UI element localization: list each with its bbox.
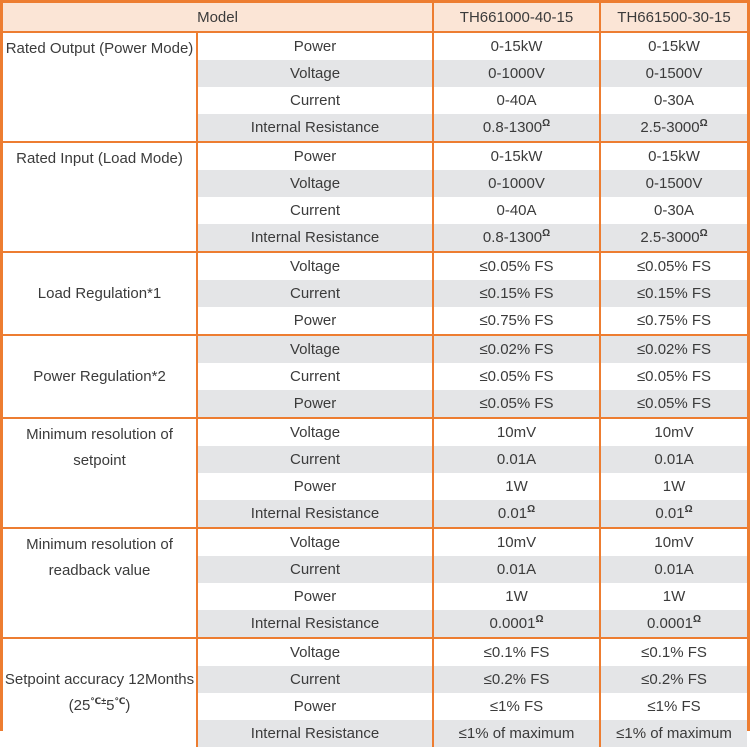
parameter-cell: Voltage	[197, 335, 433, 363]
parameter-cell: Power	[197, 142, 433, 170]
value-cell: ≤0.2% FS	[600, 666, 747, 693]
group-label-cell	[3, 335, 197, 418]
label-text: 5	[106, 697, 115, 714]
value-cell: ≤0.05% FS	[600, 363, 747, 390]
table-row	[3, 142, 747, 170]
parameter-cell: Internal Resistance	[197, 720, 433, 747]
table-row	[3, 638, 747, 666]
value-cell	[600, 610, 747, 638]
value-text: 2.5-3000	[640, 229, 700, 246]
value-text: 0.0001	[647, 615, 693, 632]
parameter-cell: Power	[197, 693, 433, 720]
value-cell: ≤0.02% FS	[433, 335, 600, 363]
value-cell	[600, 224, 747, 252]
group-label-cell	[3, 528, 197, 638]
model-header-label-cell: Model	[3, 3, 433, 32]
value-cell: 10mV	[600, 528, 747, 556]
value-cell: 0-15kW	[600, 142, 747, 170]
parameter-cell: Voltage	[197, 252, 433, 280]
group-label-line: setpoint	[73, 452, 126, 469]
ohm-superscript: Ω	[527, 504, 536, 515]
value-cell: 0-1000V	[433, 170, 600, 197]
parameter-cell: Power	[197, 390, 433, 418]
value-text: 0.8-1300	[482, 229, 543, 246]
value-cell: 1W	[600, 583, 747, 610]
parameter-cell: Power	[197, 583, 433, 610]
value-cell: 0-15kW	[600, 32, 747, 60]
group-label-line	[3, 693, 196, 719]
value-text: 0.8-1300	[482, 119, 543, 136]
parameter-cell: Current	[197, 363, 433, 390]
parameter-cell: Voltage	[197, 528, 433, 556]
ohm-superscript: Ω	[699, 228, 708, 239]
value-cell: ≤0.05% FS	[433, 252, 600, 280]
parameter-cell: Voltage	[197, 638, 433, 666]
value-cell: 0-40A	[433, 197, 600, 224]
spec-table-body	[3, 32, 747, 747]
value-cell	[433, 224, 600, 252]
value-text: 0.01	[497, 505, 528, 522]
group-label-line: Load Regulation*1	[37, 284, 162, 302]
ohm-superscript: Ω	[692, 614, 701, 625]
value-cell: ≤0.2% FS	[433, 666, 600, 693]
parameter-cell: Current	[197, 556, 433, 583]
ohm-superscript: Ω	[684, 504, 693, 515]
value-cell: 1W	[433, 473, 600, 500]
parameter-cell: Current	[197, 87, 433, 114]
group-label-cell	[3, 142, 197, 252]
parameter-cell: Current	[197, 197, 433, 224]
value-cell: 10mV	[433, 418, 600, 446]
value-cell: ≤0.02% FS	[600, 335, 747, 363]
group-label-cell	[3, 418, 197, 528]
value-text: 0.01	[655, 505, 685, 522]
parameter-cell: Current	[197, 280, 433, 307]
parameter-cell: Internal Resistance	[197, 114, 433, 142]
model-name-cell: TH661000-40-15	[433, 3, 600, 32]
table-row	[3, 252, 747, 280]
ohm-superscript: Ω	[542, 228, 551, 239]
table-row	[3, 418, 747, 446]
value-cell: 1W	[600, 473, 747, 500]
value-cell	[433, 114, 600, 142]
group-label-cell	[3, 32, 197, 142]
model-name-cell: TH661500-30-15	[600, 3, 747, 32]
ohm-superscript: Ω	[535, 614, 544, 625]
parameter-cell: Power	[197, 473, 433, 500]
superscript-unit: ℃	[114, 696, 126, 706]
group-label-cell	[3, 252, 197, 335]
value-cell	[433, 500, 600, 528]
ohm-superscript: Ω	[542, 118, 551, 129]
value-cell: ≤1% of maximum	[433, 720, 600, 747]
value-cell: 0-40A	[433, 87, 600, 114]
value-cell: ≤0.05% FS	[600, 252, 747, 280]
value-cell: 0.01A	[600, 446, 747, 473]
superscript-unit: ℃±	[90, 696, 107, 706]
parameter-cell: Internal Resistance	[197, 610, 433, 638]
value-cell: 0-30A	[600, 197, 747, 224]
table-row	[3, 528, 747, 556]
table-row	[3, 32, 747, 60]
value-cell: 0-30A	[600, 87, 747, 114]
group-label-line: Minimum resolution of	[26, 426, 173, 443]
value-cell: ≤0.15% FS	[433, 280, 600, 307]
parameter-cell: Power	[197, 32, 433, 60]
group-label-line: Rated Input (Load Mode)	[16, 150, 183, 167]
value-cell: 0.01A	[433, 556, 600, 583]
value-cell	[433, 610, 600, 638]
value-cell: 10mV	[433, 528, 600, 556]
parameter-cell: Internal Resistance	[197, 500, 433, 528]
value-cell: 0-15kW	[433, 32, 600, 60]
value-cell: ≤1% FS	[600, 693, 747, 720]
group-label-line: readback value	[48, 562, 151, 579]
value-cell: 0.01A	[600, 556, 747, 583]
value-cell: 1W	[433, 583, 600, 610]
value-cell: 0-1000V	[433, 60, 600, 87]
table-header-row	[3, 3, 747, 32]
value-cell: ≤0.05% FS	[433, 363, 600, 390]
value-cell	[600, 114, 747, 142]
parameter-cell: Power	[197, 307, 433, 335]
value-cell: ≤1% FS	[433, 693, 600, 720]
group-label-line: Rated Output (Power Mode)	[5, 40, 194, 57]
value-cell: ≤0.05% FS	[433, 390, 600, 418]
value-text: 2.5-3000	[640, 119, 700, 136]
group-label-cell	[3, 638, 197, 747]
value-cell: ≤0.1% FS	[600, 638, 747, 666]
value-cell: 0-1500V	[600, 60, 747, 87]
parameter-cell: Internal Resistance	[197, 224, 433, 252]
value-cell: 0-15kW	[433, 142, 600, 170]
parameter-cell: Voltage	[197, 60, 433, 87]
table-row	[3, 335, 747, 363]
label-text: )	[125, 697, 131, 714]
group-label-line: Power Regulation*2	[33, 367, 166, 385]
group-label-line: Minimum resolution of	[26, 536, 173, 553]
value-cell: 10mV	[600, 418, 747, 446]
value-cell: ≤0.75% FS	[600, 307, 747, 335]
value-cell: ≤1% of maximum	[600, 720, 747, 747]
parameter-cell: Voltage	[197, 418, 433, 446]
label-text: (25	[68, 697, 91, 714]
value-cell: 0-1500V	[600, 170, 747, 197]
value-cell: ≤0.05% FS	[600, 390, 747, 418]
value-cell: ≤0.15% FS	[600, 280, 747, 307]
value-cell: ≤0.1% FS	[433, 638, 600, 666]
parameter-cell: Voltage	[197, 170, 433, 197]
group-label-line: Setpoint accuracy 12Months	[4, 671, 195, 688]
value-cell: 0.01A	[433, 446, 600, 473]
value-cell: ≤0.75% FS	[433, 307, 600, 335]
spec-table	[3, 3, 747, 747]
parameter-cell: Current	[197, 666, 433, 693]
parameter-cell: Current	[197, 446, 433, 473]
ohm-superscript: Ω	[699, 118, 708, 129]
value-cell	[600, 500, 747, 528]
value-text: 0.0001	[489, 615, 536, 632]
